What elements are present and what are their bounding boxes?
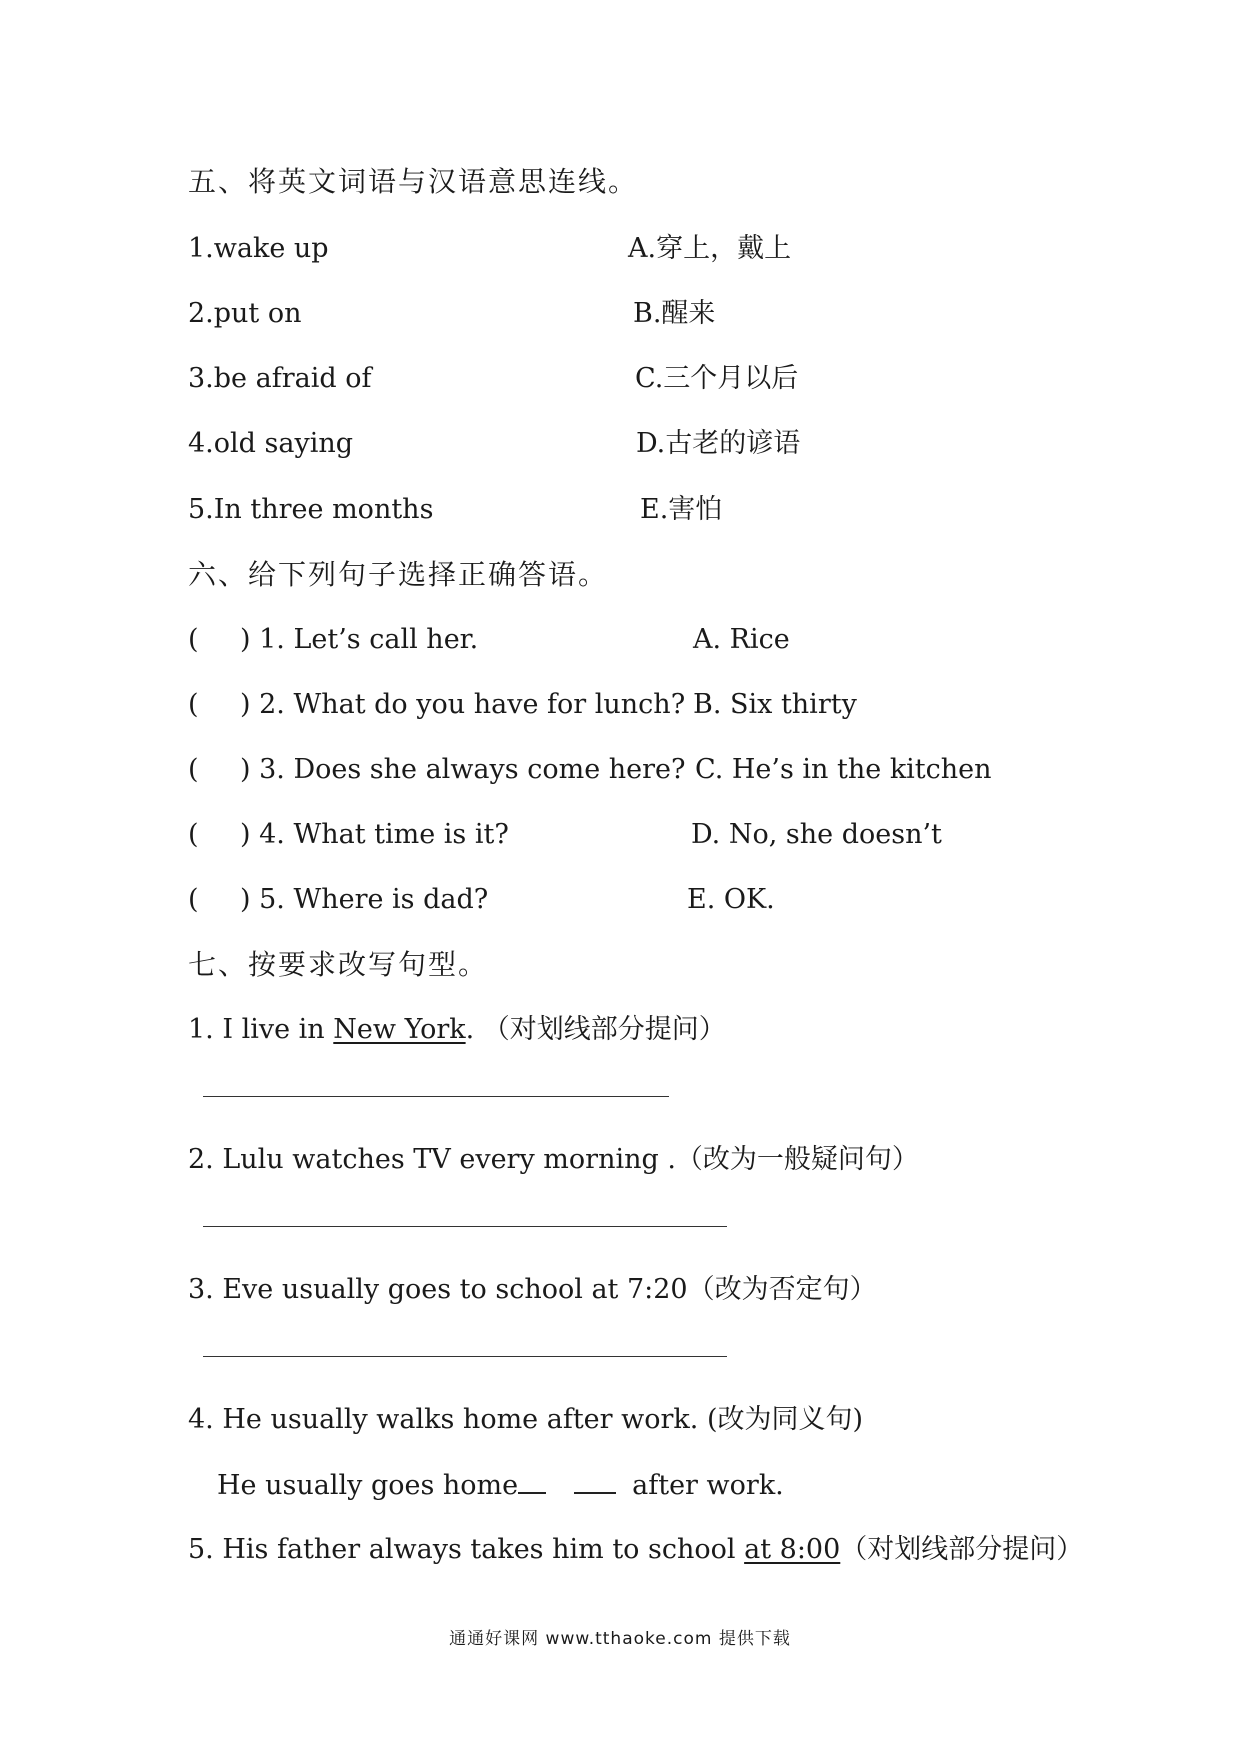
question-5: ) 5. Where is dad? xyxy=(240,884,489,915)
section6-heading: 六、给下列句子选择正确答语。 xyxy=(188,558,609,591)
rewrite-question-4: 4. He usually walks home after work. (改为同义句) xyxy=(188,1404,864,1435)
match-left-4: 4.old saying xyxy=(188,428,354,459)
match-right-a: A.穿上，戴上 xyxy=(628,233,792,264)
answer-c: C. He’s in the kitchen xyxy=(695,754,992,785)
answer-paren: ( xyxy=(188,884,199,915)
answer-line-2[interactable] xyxy=(203,1226,727,1227)
answer-line-3[interactable] xyxy=(203,1356,727,1357)
rewrite-question-3: 3. Eve usually goes to school at 7:20（改为否定句） xyxy=(188,1274,877,1305)
fill-blank-2[interactable] xyxy=(574,1468,616,1494)
question-3: ) 3. Does she always come here? xyxy=(240,754,686,785)
answer-line-1[interactable] xyxy=(203,1096,669,1097)
question-2: ) 2. What do you have for lunch? xyxy=(240,689,686,720)
question-4: ) 4. What time is it? xyxy=(240,819,509,850)
rewrite-question-4-fill xyxy=(217,1468,784,1503)
match-left-2: 2.put on xyxy=(188,298,302,329)
footer-source: 通通好课网 www.tthaoke.com 提供下载 xyxy=(449,1629,791,1649)
answer-paren: ( xyxy=(188,689,199,720)
rewrite-question-5 xyxy=(188,1533,1083,1567)
section7-heading: 七、按要求改写句型。 xyxy=(188,948,489,981)
q5-underlined: at 8:00 xyxy=(744,1534,841,1565)
rewrite-question-2: 2. Lulu watches TV every morning .（改为一般疑问句） xyxy=(188,1144,919,1175)
fill-blank-1[interactable] xyxy=(518,1468,546,1494)
answer-b: B. Six thirty xyxy=(693,689,857,720)
q1-underlined: New York xyxy=(333,1014,466,1045)
q1-instruction: . （对划线部分提问） xyxy=(465,1014,726,1045)
answer-a: A. Rice xyxy=(693,624,790,655)
answer-e: E. OK. xyxy=(687,884,775,915)
q5-text: 5. His father always takes him to school xyxy=(188,1534,745,1565)
match-right-c: C.三个月以后 xyxy=(635,363,799,394)
match-right-b: B.醒来 xyxy=(633,298,716,329)
match-left-1: 1.wake up xyxy=(188,233,329,264)
q4-fill-pre: He usually goes home xyxy=(217,1470,519,1501)
q1-text: 1. I live in xyxy=(188,1014,334,1045)
section5-heading: 五、将英文词语与汉语意思连线。 xyxy=(188,165,639,198)
answer-paren: ( xyxy=(188,624,199,655)
question-1: ) 1. Let’s call her. xyxy=(240,624,479,655)
match-right-d: D.古老的谚语 xyxy=(636,428,801,459)
q5-instruction: （对划线部分提问） xyxy=(840,1534,1084,1565)
answer-paren: ( xyxy=(188,819,199,850)
rewrite-question-1 xyxy=(188,1013,726,1047)
match-left-3: 3.be afraid of xyxy=(188,363,372,394)
match-left-5: 5.In three months xyxy=(188,494,434,525)
answer-paren: ( xyxy=(188,754,199,785)
answer-d: D. No, she doesn’t xyxy=(691,819,942,850)
q4-fill-post: after work. xyxy=(632,1470,784,1501)
match-right-e: E.害怕 xyxy=(640,494,723,525)
